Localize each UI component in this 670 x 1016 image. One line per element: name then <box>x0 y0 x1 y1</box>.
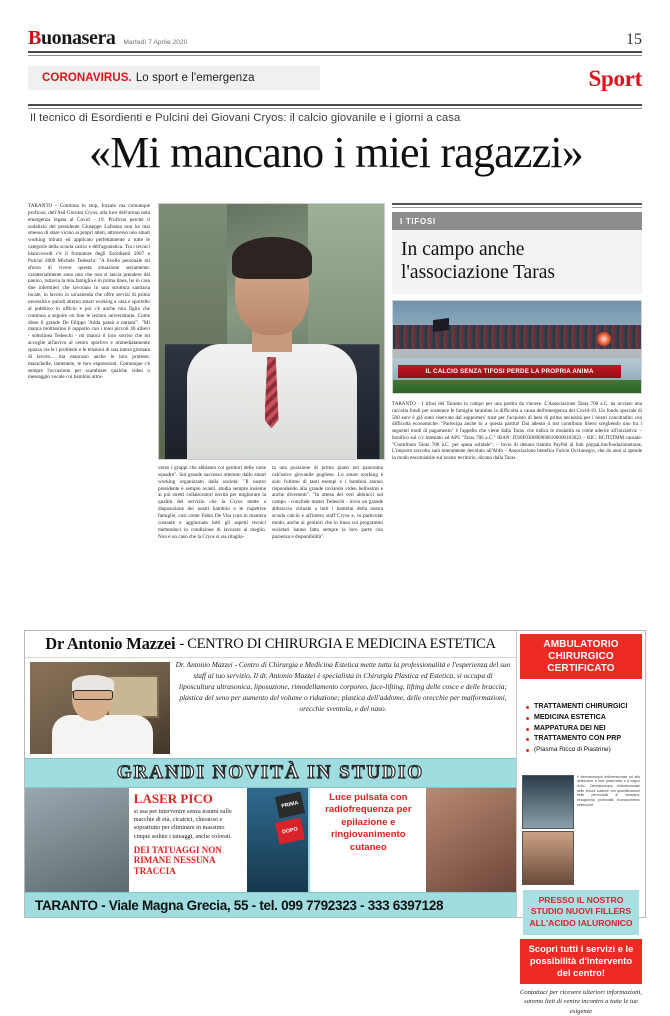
issue-date: Martedì 7 Aprile 2020 <box>123 39 188 46</box>
eye-closeup-photo <box>522 831 574 885</box>
section-name: Sport <box>588 65 642 91</box>
sidebar-photo <box>392 300 642 394</box>
advert-center-name: - CENTRO DI CHIRURGIA E MEDICINA ESTETICA <box>179 635 496 652</box>
advert-side-panel <box>517 631 645 1015</box>
advert-feature-photo-3 <box>426 788 516 892</box>
article-kicker: Il tecnico di Esordienti e Pulcini dei Giovani Cryos: il calcio giovanile e i giorni a casa <box>30 112 461 124</box>
section-tag <box>28 66 320 90</box>
article-column-3: ta una posizione di primo piano nel panorama calcistico giovanile pugliese. Lo smart working è solo l'ultimo di tanti esempi e i bambini stanno rispondendo alla grande inviando video bellissimi e anche divertenti". "In attesa dei veri abbracci sul campo - conclude mister Tedeschi - invio un grande abbraccio virtuale a tutti i bambini della nostra scuola calcio e all'intero staff Cryos e, in particolar modo, anche ai genitori che in linea coi programmi societari hanno fatto sempre la loro parte con pazienza e disponibilità". <box>272 465 383 540</box>
article-column-1: TARANTO - Continua lo stop, forzato ma comunque proficuo, dell'Asd Giovani Cryos, alla luce dell'ormai nota emergenza legata al Covid - 19. Proficuo perché il sodalizio del presidente Giuseppe Laframa non ha mai smesso di stare vicino ai propri atleti, attraverso uno smart working mirato ed applicato perfettamente a tutte le categorie della scuola calcio e dell'agonistica. Tra i tecnici biancoverdi c'è il formatore degli Esordienti 2007 e Pulcini 2009 Michele Tedeschi: "A livello personale mi sforzo di vivere questa situazione seriamente: caratterialmente sono uno che non si lascia prendere dal panico, tuttavia la mia famiglia è in prima linea, ho in casa due infermieri che lavorano in una struttura sanitaria locale, io lavoro in un'azienda che offre servizi di prima necessità e quindi alterno smart working a casa e sportello al pubblico in ufficio e poi c'è anche mia figlia che continua a seguire on line le lezioni universitarie. Come disse il grande De Filippo 'Adda passà a nuttata'". "Mi manca moltissimo il rapporto con i miei piccoli 46 allievi - sottolinea Tedeschi - mi manca il loro sorriso che mi accoglie all'arrivo al centro sportivo e immediatamente spazza via le i problemi e le tensioni di una intera giornata di lavoro... ma mancano anche le loro proteste, marachelle, lamentele, le loro espressioni. Comunque c'è sempre l'occasione per scambiare qualche video o messaggio vocale coi bambini attra- <box>28 203 150 381</box>
advert-laser-text: si usa per intervenire senza traumi sulle macchie di età, cicatrici, cheratosi e soprattutto per eliminare in massimo cinque sedute i tatuaggi, anche colorati. <box>133 808 232 840</box>
section-keyword: CORONAVIRUS. <box>42 72 132 84</box>
newspaper-logo <box>28 28 116 48</box>
list-item: MAPPATURA DEI NEI <box>526 723 640 734</box>
list-item: TRATTAMENTO CON PRP <box>526 733 640 744</box>
advert-doctor-name: Dr Antonio Mazzei <box>45 634 176 653</box>
advert-side-image-stack <box>522 775 574 885</box>
advert-contact-note: Contattaci per ricevere ulteriori informazioni, saremo lieti di venire incontro a tutte le tue esigenze <box>520 988 642 1015</box>
page-number: 15 <box>626 31 642 48</box>
article-headline: «Mi mancano i miei ragazzi» <box>89 128 583 177</box>
advert-laser-block <box>129 788 247 892</box>
masthead-divider <box>28 51 642 56</box>
advert-intro <box>25 658 516 758</box>
advert-photo-coat <box>52 715 153 754</box>
advert-copy: Dr. Antonio Mazzei - Centro di Chirurgia e Medicina Estetica mette tutta la professionalità e l'esperienza del suo staff al tuo servizio. Il dr. Antonio Mazzei è specialista in Chirurgia Plastica ed Estetica, si occupa di liposcultura ultrasonica, liposuzione, rimodellamento corporeo, face-lifting, lifting delle cosce e delle braccia; plastica del seno per aumento del volume o riduzione; plastica dell'addome, delle orecchie per malformazioni, orecchie sventola, e del naso. <box>175 660 511 713</box>
advertisement <box>24 630 646 1015</box>
sidebar-title: In campo anche l'associazione Taras <box>392 230 642 294</box>
advert-promo-strip <box>25 758 516 788</box>
advert-promo-text: GRANDI NOVITÀ IN STUDIO <box>116 762 425 783</box>
advert-address-phone: TARANTO - Viale Magna Grecia, 55 - tel. 099 7792323 - 333 6397128 <box>35 897 444 913</box>
advert-service-list <box>520 695 642 758</box>
sidebar-divider <box>392 203 642 208</box>
advert-pulsed-light-title: Luce pulsata con radiofrequenza per epilazione e ringiovanimento cutaneo <box>325 792 412 853</box>
stadium-pitch <box>393 380 641 393</box>
advert-doctor-photo <box>30 662 170 754</box>
advert-clinic-badge: AMBULATORIO CHIRURGICO CERTIFICATO <box>520 634 642 679</box>
sidebar-label: I TIFOSI <box>392 212 642 230</box>
logo-initial: B <box>28 27 41 49</box>
logo-rest: uonasera <box>40 27 116 49</box>
advert-photo-frame <box>107 675 159 718</box>
advert-photo-hair <box>72 675 114 691</box>
stadium-banner <box>398 365 621 378</box>
advert-tattoo-photo <box>247 788 309 892</box>
advert-feature-photo-1 <box>25 788 129 892</box>
advert-title <box>25 631 516 658</box>
badge-before: PRIMA <box>275 792 305 819</box>
advert-cta: Scopri tutti i servizi e le possibilità d'intervento del centro! <box>520 939 642 984</box>
masthead <box>28 22 642 48</box>
list-item: MEDICINA ESTETICA <box>526 712 640 723</box>
glasses-icon <box>73 690 113 700</box>
advert-contact-bar <box>25 892 516 917</box>
list-item-note: (Plasma Ricco di Piastrine) <box>526 744 640 755</box>
sidebar-box <box>392 203 642 462</box>
section-subtitle: Lo sport e l'emergenza <box>135 72 255 84</box>
advert-laser-title: LASER PICO <box>133 791 213 806</box>
badge-after: DOPO <box>275 818 305 845</box>
section-strip <box>28 59 642 97</box>
stadium-lower-tier <box>393 349 641 358</box>
article-column-2: verso i gruppi che abbiamo coi genitori delle varie squadre". Sul grande successo ottenuto dallo smart working organizzato dalla società: "Il nostro presidente è sempre avanti, studia sempre insieme ai più stretti collaboratori novità per migliorare la qualità del servizio che la Cryos mette a disposizione dei nostri bambini e le rispettive famiglie, così come Fabio De Vita cura in maniera costante e aggiornata tutti gli aspetti tecnici mettendoci in condizione di lavorare al meglio. Non è un caso che la Cryos si sia ritaglia- <box>158 465 266 540</box>
list-item: TRATTAMENTI CHIRURGICI <box>526 701 640 712</box>
stadium-banner-text: IL CALCIO SENZA TIFOSI PERDE LA PROPRIA ANIMA <box>425 368 594 376</box>
advert-laser-emphasis: DEI TATUAGGI NON RIMANE NESSUNA TRACCIA <box>133 844 222 876</box>
photo-hair <box>232 237 312 279</box>
sidebar-body: TARANTO - I tifosi del Taranto in campo per una partita da vincere. L'Associazione Taras 706 a.C. ha avviato una raccolta fondi per sostenere le famiglie tarantine in difficoltà a causa dell'emergenza del Covid-19. Un fondo speciale di 500 euro è già stato riservato dal supporters' trust per l'acquisto di beni di prima necessità per i nostri concittadini con difficoltà economiche. "Partecipa anche tu a questa partita! Dai adesso il tuo contributo libero scegliendo uno tra i seguenti modi di pagamento" è l'appello che viene dalla Taras, che indica le modalità su come aderire all'iniziativa: – bonifico sul c/c intestato ad APS "Taras 706 a.C." IBAN: IT60F0306909606100000103023 – BIC: BCITITMM causale: "Contributo Taras 706 a.C. per spesa solidale"; – invio di denaro tramite PayPal al link paypal.me/foodazionetaras. L'importo raccolto sarà interamente devoluto all'Abfo – Associazione benefica Fulvio Occhinegro, che da anni si spende in modo encomiabile sul nostro territorio, dicono dalla Taras. <box>392 401 642 462</box>
advert-fine-print: Il dermatoscopio tridimensionale ad alta definizione a luce polarizzata e a bagno d'olio. Dermatoscopia tridimensionale delle lesioni cutanee con quantificazione delle percentuali di melanina, emoglobina, profondità, riconoscimento estensione. <box>577 774 640 807</box>
article-main-photo <box>158 203 385 460</box>
advert-filler-promo: PRESSO IL NOSTRO STUDIO NUOVI FILLERS ALL'ACIDO IALURONICO <box>523 890 639 935</box>
advert-pulsed-light-block <box>308 788 426 892</box>
advert-features <box>25 788 516 892</box>
advert-side-images <box>520 775 642 885</box>
advert-main <box>25 631 517 917</box>
section-divider <box>28 104 642 109</box>
dermatoscope-photo <box>522 775 574 829</box>
